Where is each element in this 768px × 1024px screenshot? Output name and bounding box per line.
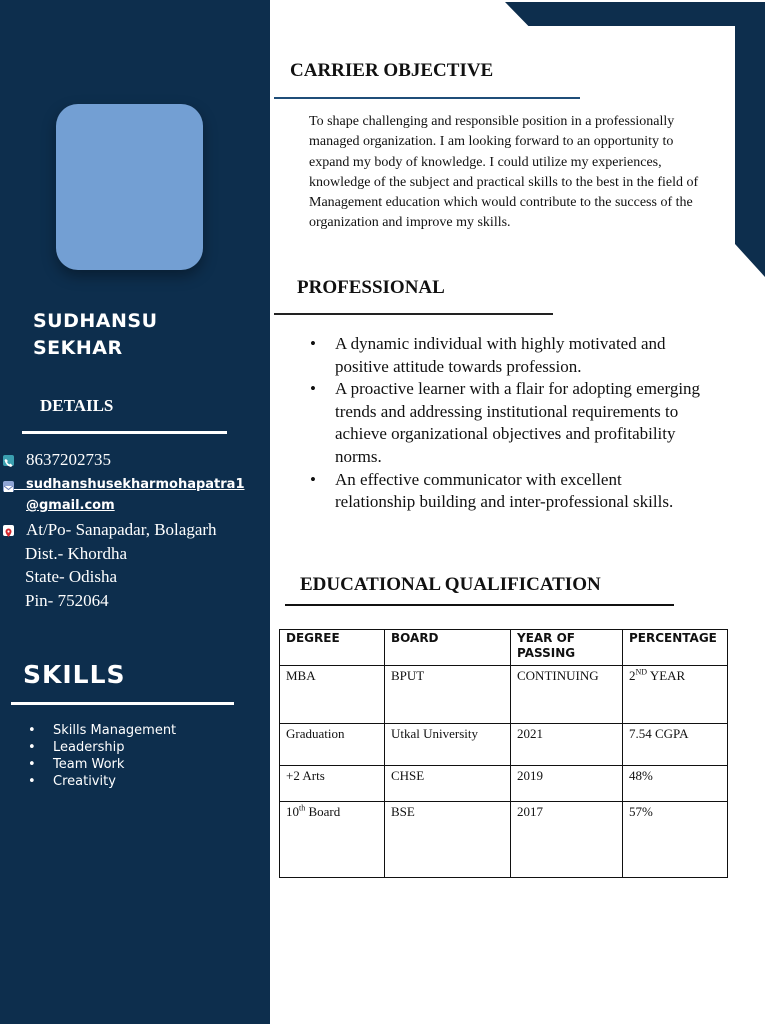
profile-photo-placeholder: [56, 104, 203, 270]
table-row: [280, 724, 728, 766]
professional-point: • A dynamic individual with highly motivated and positive attitude towards profession.: [308, 333, 703, 378]
cell-percentage: 48%: [623, 766, 728, 802]
cell-board: BSE: [385, 802, 511, 878]
name-line-2: SEKHAR: [33, 337, 123, 359]
cell-degree: [280, 802, 385, 878]
skill-item: • Team Work: [24, 756, 176, 773]
degree-superscript: th: [299, 803, 306, 813]
degree-rest: Board: [305, 804, 341, 819]
cell-year: CONTINUING: [511, 666, 623, 724]
cell-percentage: 57%: [623, 802, 728, 878]
email-link-line-2[interactable]: @gmail.com: [26, 498, 115, 513]
email-underline: [14, 489, 26, 490]
cell-board: CHSE: [385, 766, 511, 802]
cell-degree: MBA: [280, 666, 385, 724]
cell-board: Utkal University: [385, 724, 511, 766]
education-table: [279, 629, 728, 878]
table-row: [280, 802, 728, 878]
table-row: [280, 766, 728, 802]
decorative-corner-top: [505, 2, 765, 26]
pct-superscript: ND: [635, 667, 648, 677]
skill-item: • Leadership: [24, 739, 176, 756]
pct-rest: YEAR: [647, 668, 686, 683]
header-percentage-text: PERCENTAGE: [629, 631, 717, 645]
cell-board: BPUT: [385, 666, 511, 724]
table-row: [280, 666, 728, 724]
email-link-line-1[interactable]: sudhanshusekharmohapatra1: [26, 477, 245, 492]
table-header-row: [280, 630, 728, 666]
skills-heading: SKILLS: [23, 660, 126, 689]
address-line-1: At/Po- Sanapadar, Bolagarh: [26, 520, 217, 539]
cell-year: 2021: [511, 724, 623, 766]
email-icon: [3, 481, 14, 492]
cell-degree: Graduation: [280, 724, 385, 766]
details-divider: [22, 431, 227, 434]
cell-degree: +2 Arts: [280, 766, 385, 802]
decorative-corner-right: [735, 2, 765, 277]
cell-year: 2019: [511, 766, 623, 802]
professional-point: • An effective communicator with excellent relationship building and inter-professional skills.: [308, 469, 703, 514]
objective-text: To shape challenging and responsible position in a professionally managed organization. I am looking forward to an opportunity to expand my body of knowledge. I could utilize my experiences, knowledge of the subject and practical skills to the best in the field of Management education which would contribute to the success of the organization and improve my skills.: [309, 114, 699, 231]
pct-number: 2: [629, 668, 636, 683]
skill-item: • Creativity: [24, 773, 176, 790]
header-degree: DEGREE: [280, 630, 385, 666]
education-heading: EDUCATIONAL QUALIFICATION: [300, 574, 601, 595]
skill-item: • Skills Management: [24, 722, 176, 739]
name-line-1: SUDHANSU: [33, 310, 158, 332]
objective-heading: CARRIER OBJECTIVE: [290, 60, 494, 81]
sidebar: [0, 0, 270, 1024]
skills-list: [24, 722, 176, 790]
location-pin-icon: [3, 525, 14, 536]
address-line-4: Pin- 752064: [25, 591, 109, 610]
details-heading: DETAILS: [40, 396, 114, 415]
cell-year: 2017: [511, 802, 623, 878]
cell-percentage: 7.54 CGPA: [623, 724, 728, 766]
phone-icon: [3, 455, 14, 466]
phone-number: 8637202735: [26, 450, 111, 469]
candidate-name: [33, 308, 253, 362]
address-line-3: State- Odisha: [25, 567, 118, 586]
professional-point: • A proactive learner with a flair for adopting emerging trends and addressing institutional requirements to achieve organizational objectives and profitability norms.: [308, 378, 703, 468]
objective-divider: [274, 97, 580, 99]
professional-heading: PROFESSIONAL: [297, 277, 445, 298]
header-percentage: [623, 630, 728, 666]
address-line-2: Dist.- Khordha: [25, 544, 127, 563]
degree-number: 10: [286, 804, 299, 819]
professional-list: [308, 333, 703, 514]
header-year: YEAR OF PASSING: [511, 630, 623, 666]
cell-percentage: [623, 666, 728, 724]
education-divider: [285, 604, 674, 606]
header-board: BOARD: [385, 630, 511, 666]
skills-divider: [11, 702, 234, 705]
professional-divider: [274, 313, 553, 315]
